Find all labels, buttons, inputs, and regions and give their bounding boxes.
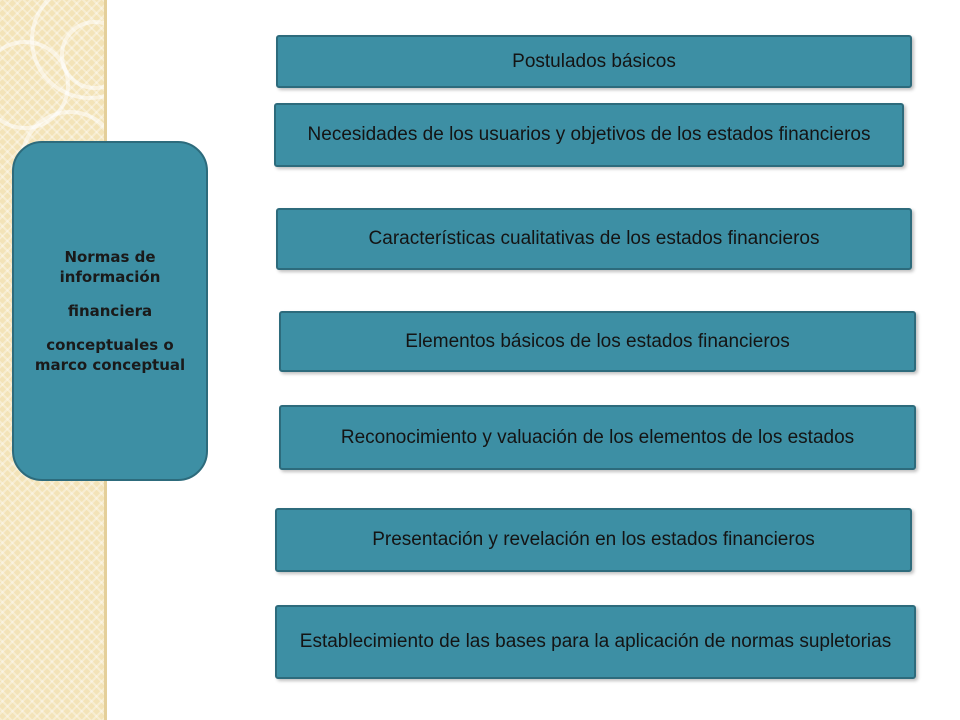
main-box-line-4: conceptuales o marco conceptual — [34, 336, 186, 374]
concept-box-elementos — [279, 311, 916, 372]
concept-box-necesidades — [274, 103, 904, 167]
concept-box-establecimiento — [275, 605, 916, 679]
concept-box-label: Postulados básicos — [512, 50, 676, 72]
concept-box-label: Elementos básicos de los estados financieros — [405, 330, 790, 352]
concept-box-label: Presentación y revelación en los estados financieros — [372, 529, 815, 550]
concept-box-caracteristicas — [276, 208, 912, 270]
main-box-line-1: Normas de — [64, 248, 156, 266]
concept-box-label: Establecimiento de las bases para la aplicación de normas supletorias — [299, 631, 892, 652]
concept-box-presentacion — [275, 508, 912, 572]
main-box-line-2: información — [59, 268, 161, 286]
concept-box-label: Necesidades de los usuarios y objetivos de los estados financieros — [307, 124, 871, 145]
concept-box-label: Reconocimiento y valuación de los elementos de los estados — [340, 426, 855, 448]
main-box-line-3: financiera — [67, 302, 153, 320]
concept-box-reconocimiento — [279, 405, 916, 470]
concept-box-postulados — [276, 35, 912, 88]
main-concept-box — [12, 141, 208, 481]
concept-box-label: Características cualitativas de los estados financieros — [368, 228, 820, 249]
